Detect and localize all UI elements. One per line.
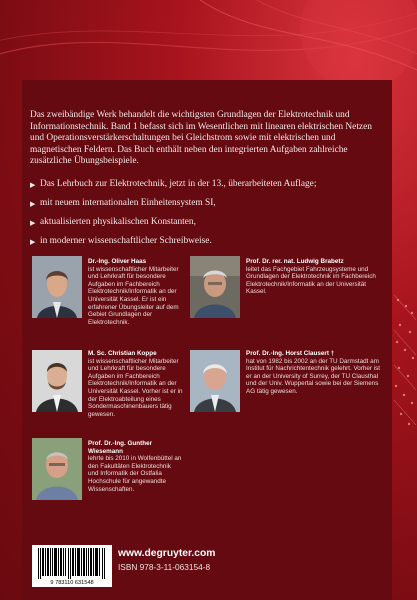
author-haas (88, 258, 183, 326)
author-photo-haas (32, 256, 82, 318)
author-photo-wiesemann (32, 438, 82, 500)
author-name: Prof. Dr. rer. nat. Ludwig Brabetz (246, 258, 344, 265)
author-name: M. Sc. Christian Koppe (88, 350, 157, 357)
author-bio: hat von 1982 bis 2002 an der TU Darmstadt am Institut für Nachrichtentechnik gelehrt. Vorher ist er an der University of Surrey, der TU Clausthal und der Univ. Wuppertal sowie bei der Siemens AG tätig gewesen. (246, 357, 381, 395)
author-photo-koppe (32, 350, 82, 412)
list-item (30, 198, 385, 217)
author-wiesemann (88, 440, 183, 493)
author-brabetz (246, 258, 386, 296)
author-clausert (246, 350, 386, 396)
triangle-bullet-icon: ▶ (30, 181, 36, 189)
isbn-barcode (32, 545, 112, 587)
list-item-text: aktualisierten physikalischen Konstanten, (40, 217, 196, 227)
feature-list (30, 179, 385, 255)
list-item-text: mit neuem internationalen Einheitensystem SI, (40, 198, 216, 208)
author-bio: leitet das Fachgebiet Fahrzeugsysteme und Grundlagen der Elektrotechnik im Fachbereich Elektrotechnik/Informatik an der Universität Kassel. (246, 265, 376, 296)
list-item-text: in moderner wissenschaftlicher Schreibweise. (40, 236, 212, 246)
author-bio: lehrte bis 2010 in Wolfenbüttel an den Fakultäten Elektrotechnik und Informatik der Ostfalia Hochschule für angewandte Wissenschaften. (88, 455, 182, 493)
list-item (30, 236, 385, 255)
barcode-number: 9 783110 631548 (50, 580, 94, 586)
triangle-bullet-icon: ▶ (30, 238, 36, 246)
list-item (30, 217, 385, 236)
author-name: Prof. Dr.-Ing. Horst Clausert † (246, 350, 335, 357)
author-bio: ist wissenschaftlicher Mitarbeiter und Lehrkraft für besondere Aufgaben im Fachbereich Elektrotechnik/Informatik an der Universität Kassel. Vorher ist er in der Elektroabteilung eines Sondermaschinenbauers tätig gewesen. (88, 357, 183, 418)
triangle-bullet-icon: ▶ (30, 219, 36, 227)
author-photo-brabetz (190, 256, 240, 318)
author-photo-clausert (190, 350, 240, 412)
decorative-dots (392, 80, 417, 600)
book-description: Das zweibändige Werk behandelt die wichtigsten Grundlagen der Elektrotechnik und Informationstechnik. Band 1 befasst sich im Wesentlichen mit linearen elektrischen Netzen und Operationsverstärkerschaltungen bei Gleichstrom sowie mit elektrischen und magnetischen Feldern. Das Buch enthält neben den integrierten Aufgaben zahlreiche zusätzliche Übungsbeispiele. (30, 110, 372, 167)
list-item (30, 179, 385, 198)
author-name: Dr.-Ing. Oliver Haas (88, 258, 147, 265)
barcode-icon (32, 548, 112, 582)
author-name: Prof. Dr.-Ing. Gunther Wiesemann (88, 440, 153, 455)
author-bio: ist wissenschaftlicher Mitarbeiter und Lehrkraft für besondere Aufgaben im Fachbereich Elektrotechnik/Informatik an der Universität Kassel. Er ist ein erfahrener Übungsleiter auf dem Gebiet Grundlagen der Elektrotechnik. (88, 265, 179, 326)
triangle-bullet-icon: ▶ (30, 200, 36, 208)
isbn-text: ISBN 978-3-11-063154-8 (118, 562, 211, 572)
author-koppe (88, 350, 183, 418)
list-item-text: Das Lehrbuch zur Elektrotechnik, jetzt in der 13., überarbeiteten Auflage; (40, 179, 317, 189)
publisher-website[interactable]: www.degruyter.com (118, 548, 216, 559)
